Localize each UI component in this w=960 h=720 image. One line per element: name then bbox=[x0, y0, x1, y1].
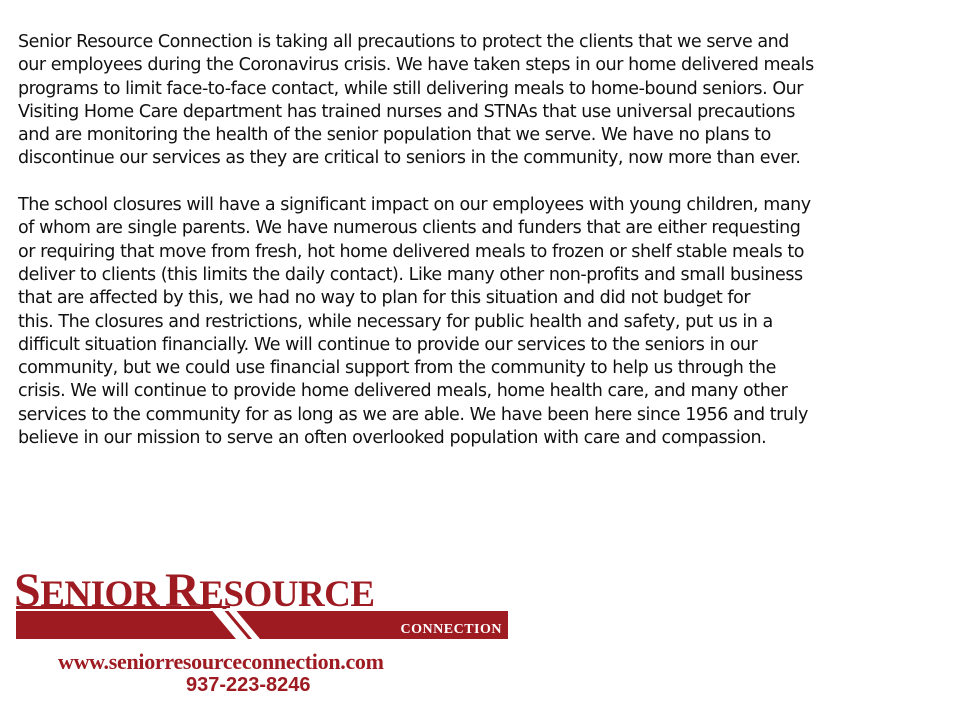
text-line: that are affected by this, we had no way to plan for this situation and did not budget for bbox=[18, 288, 751, 309]
text-line: or requiring that move from fresh, hot home delivered meals to frozen or shelf stable meals to bbox=[18, 241, 805, 262]
text-line: believe in our mission to serve an often overlooked population with care and compassion. bbox=[18, 428, 767, 449]
text-line: deliver to clients (this limits the daily contact). Like many other non-profits and small business bbox=[18, 264, 803, 285]
website-link[interactable]: www.seniorresourceconnection.com bbox=[58, 649, 384, 674]
logo-word-esource: ESOURCE bbox=[199, 574, 375, 615]
text-line: difficult situation financially. We will continue to provide our services to the seniors in our bbox=[18, 334, 758, 355]
text-line: of whom are single parents. We have numerous clients and funders that are either requesting bbox=[18, 218, 801, 239]
text-line: discontinue our services as they are critical to seniors in the community, now more than ever. bbox=[18, 148, 801, 169]
senior-resource-logo bbox=[12, 562, 512, 648]
svg-text:SENIORRESOURCE bbox=[14, 564, 375, 617]
text-line: programs to limit face-to-face contact, while still delivering meals to home-bound seniors. Our bbox=[18, 78, 804, 99]
text-line: and are monitoring the health of the senior population that we serve. We have no plans to bbox=[18, 125, 771, 146]
phone-number: 937-223-8246 bbox=[186, 674, 311, 696]
text-line: Senior Resource Connection is taking all precautions to protect the clients that we serve and bbox=[18, 32, 789, 52]
logo-subtitle: CONNECTION bbox=[400, 622, 502, 637]
paragraph-2 bbox=[18, 194, 948, 450]
statement-text bbox=[18, 31, 948, 450]
text-line: The school closures will have a significant impact on our employees with young children, many bbox=[18, 195, 811, 216]
paragraph-1 bbox=[18, 31, 948, 171]
logo-initial-s: S bbox=[14, 564, 41, 617]
text-line: our employees during the Coronavirus crisis. We have taken steps in our home delivered meals bbox=[18, 55, 814, 76]
logo-initial-r: R bbox=[165, 564, 200, 617]
text-line: community, but we could use financial support from the community to help us through the bbox=[18, 358, 776, 379]
text-line: this. The closures and restrictions, while necessary for public health and safety, put us in a bbox=[18, 311, 773, 332]
text-line: services to the community for as long as we are able. We have been here since 1956 and truly bbox=[18, 404, 808, 425]
text-line: Visiting Home Care department has trained nurses and STNAs that use universal precautions bbox=[18, 101, 795, 122]
text-line: crisis. We will continue to provide home delivered meals, home health care, and many other bbox=[18, 381, 788, 402]
logo-word-enior: ENIOR bbox=[40, 574, 160, 615]
